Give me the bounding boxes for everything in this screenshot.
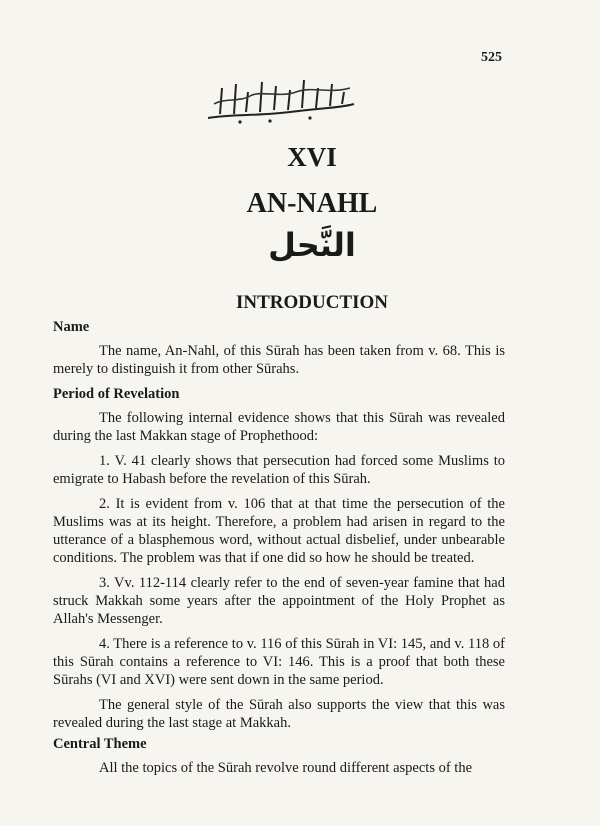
body-text	[53, 318, 505, 784]
paragraph: 3. Vv. 112-114 clearly refer to the end of seven-year famine that had struck Makkah some years after the appointment of the Holy Prophet as Allah's Messenger.	[53, 575, 505, 627]
paragraph: The following internal evidence shows that this Sūrah was revealed during the last Makkan stage of Prophethood:	[53, 410, 505, 444]
surah-title: AN-NAHL	[246, 188, 378, 219]
paragraph: 2. It is evident from v. 106 that at that time the persecution of the Muslims was at its height. Therefore, a problem had arisen in regard to the utterance of a blasphemous word, without actual disbelief, under unbearable conditions. The problem was that if one did so how he should be treated.	[53, 496, 505, 566]
page-number: 525	[481, 50, 502, 65]
surah-title-arabic: النَّحل	[268, 226, 356, 264]
surah-number: XVI	[287, 142, 337, 172]
paragraph: 1. V. 41 clearly shows that persecution had forced some Muslims to emigrate to Habash before the revelation of this Sūrah.	[53, 453, 505, 487]
introduction-heading: INTRODUCTION	[235, 292, 389, 313]
section-heading-name: Name	[53, 319, 90, 335]
bismillah-calligraphy	[200, 74, 360, 126]
paragraph: 4. There is a reference to v. 116 of this Sūrah in VI: 145, and v. 118 of this Sūrah contains a reference to VI: 146. This is a proof that both these Sūrahs (VI and XVI) were sent down in the same period.	[53, 636, 505, 688]
paragraph: The general style of the Sūrah also supports the view that this was revealed during the last stage at Makkah.	[53, 697, 505, 731]
section-heading-theme: Central Theme	[53, 736, 147, 752]
section-heading-period: Period of Revelation	[53, 386, 180, 402]
paragraph: The name, An-Nahl, of this Sūrah has been taken from v. 68. This is merely to distinguish it from other Sūrahs.	[53, 343, 505, 377]
paragraph: All the topics of the Sūrah revolve round different aspects of the	[99, 760, 472, 776]
